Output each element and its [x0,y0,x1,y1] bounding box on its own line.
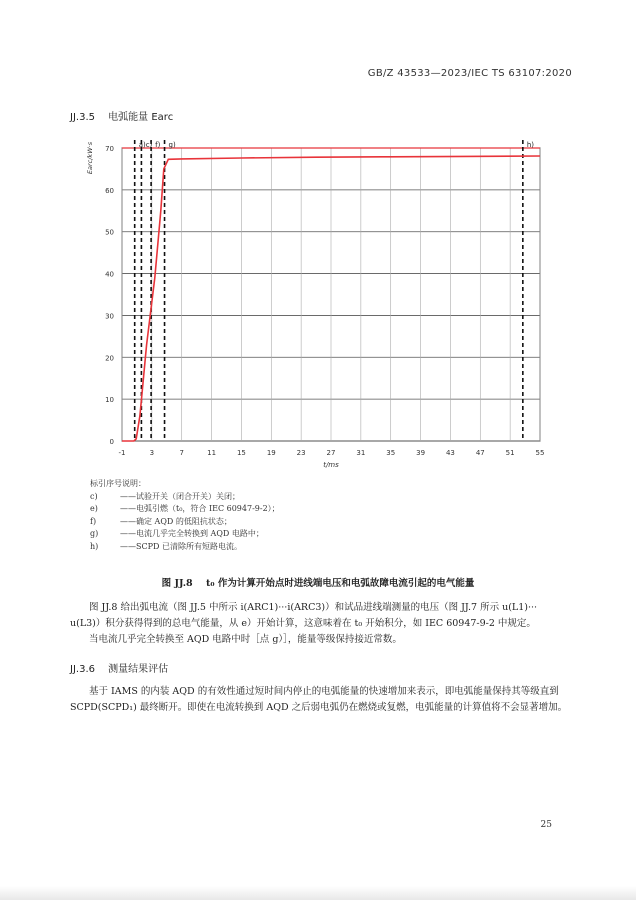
subsection-title-text: 测量结果评估 [108,664,169,675]
y-tick-label: 60 [105,186,114,195]
x-tick-label: 55 [535,449,545,457]
x-tick-label: -1 [118,449,126,457]
x-tick-label: 51 [505,449,515,457]
event-marker-label: h) [526,141,535,149]
x-tick-label: 47 [475,449,485,457]
x-tick-label: 11 [207,449,217,457]
event-marker-label: a)c) [138,141,153,149]
chart-svg [70,128,560,473]
y-tick-label: 10 [105,396,114,405]
x-tick-label: 3 [149,449,155,457]
x-tick-label: 23 [296,449,306,457]
legend-heading: 标引序号说明： [90,479,146,488]
event-marker-label: f) [155,141,161,149]
legend-item-desc: ——电弧引燃（t₀，符合 IEC 60947-9-2）； [120,504,280,513]
x-axis-label: t/ms [323,461,339,469]
x-tick-label: 43 [445,449,455,457]
arc-energy-chart [70,128,560,473]
legend-item-desc: ——确定 AQD 的低阻抗状态； [120,516,232,526]
legend-item [90,503,510,516]
legend-item-desc: ——电流几乎完全转换到 AQD 电路中； [120,529,264,538]
y-tick-label: 30 [105,312,114,321]
x-tick-label: 39 [416,449,426,457]
x-tick-label: 19 [266,449,276,457]
x-tick-label: 27 [326,449,336,457]
y-axis-label: Earc/kW·s [86,141,94,175]
event-marker-label: g) [168,141,176,149]
legend-item-key: h) [90,541,99,551]
y-tick-label: 20 [105,354,114,363]
x-tick-label: 15 [236,449,246,457]
figure-caption-text: t₀ 作为计算开始点时进线端电压和电弧故障电流引起的电气能量 [205,578,475,589]
paragraph-3: 基于 IAMS 的内装 AQD 的有效性通过短时间内停止的电弧能量的快速增加来表示，即电弧能量保持其等级直到 SCPD(SCPD₁) 最终断开。即使在电流转换到 AQD 之后弱电弧仍在燃烧或复燃，电弧能量的计算值将不会显著增加。 [70,686,568,713]
x-tick-label: 7 [179,449,184,457]
paragraph-1: 图 JJ.8 给出弧电流（图 JJ.5 中所示 i(ARC1)···i(ARC3)）和试品进线端测量的电压（图 JJ.7 所示 u(L1)··· u(L3)）积分获得得到的总电气能量，从 e）开始计算，这意味着在 t₀ 开始积分，如 IEC 60947-9-2 中规定。 [70,602,538,629]
x-tick-label: 35 [386,449,396,457]
section-heading [70,108,173,123]
figure-caption [0,575,636,589]
legend-item [90,528,510,541]
scan-edge-shade [0,886,636,900]
legend-item-key: f) [90,516,97,526]
y-tick-label: 70 [105,145,114,153]
y-tick-label: 50 [105,228,114,237]
y-tick-label: 0 [109,438,114,446]
legend-item-desc: ——SCPD 已清除所有短路电流。 [120,541,242,551]
y-tick-label: 40 [105,270,114,279]
legend-item [90,516,510,529]
legend-item [90,541,510,554]
figure-number: 图 JJ.8 [161,578,193,589]
x-tick-label: 31 [356,449,366,457]
legend-item [90,491,510,504]
section-number: JJ.3.5 [70,112,95,123]
paragraph-2: 当电流几乎完全转换至 AQD 电路中时［点 g）］，能量等级保持接近常数。 [89,634,402,645]
subsection-heading [70,660,168,675]
subsection-number: JJ.3.6 [70,664,95,675]
legend-item-key: c) [90,491,98,501]
page-number: 25 [540,820,552,830]
standard-header: GB/Z 43533—2023/IEC TS 63107:2020 [367,68,572,79]
legend-item-key: g) [90,529,99,538]
section-title-text: 电弧能量 Earc [108,112,174,123]
legend-block [90,478,510,553]
legend-item-desc: ——试验开关（闭合开关）关闭； [120,491,240,501]
legend-item-key: e) [90,504,98,513]
